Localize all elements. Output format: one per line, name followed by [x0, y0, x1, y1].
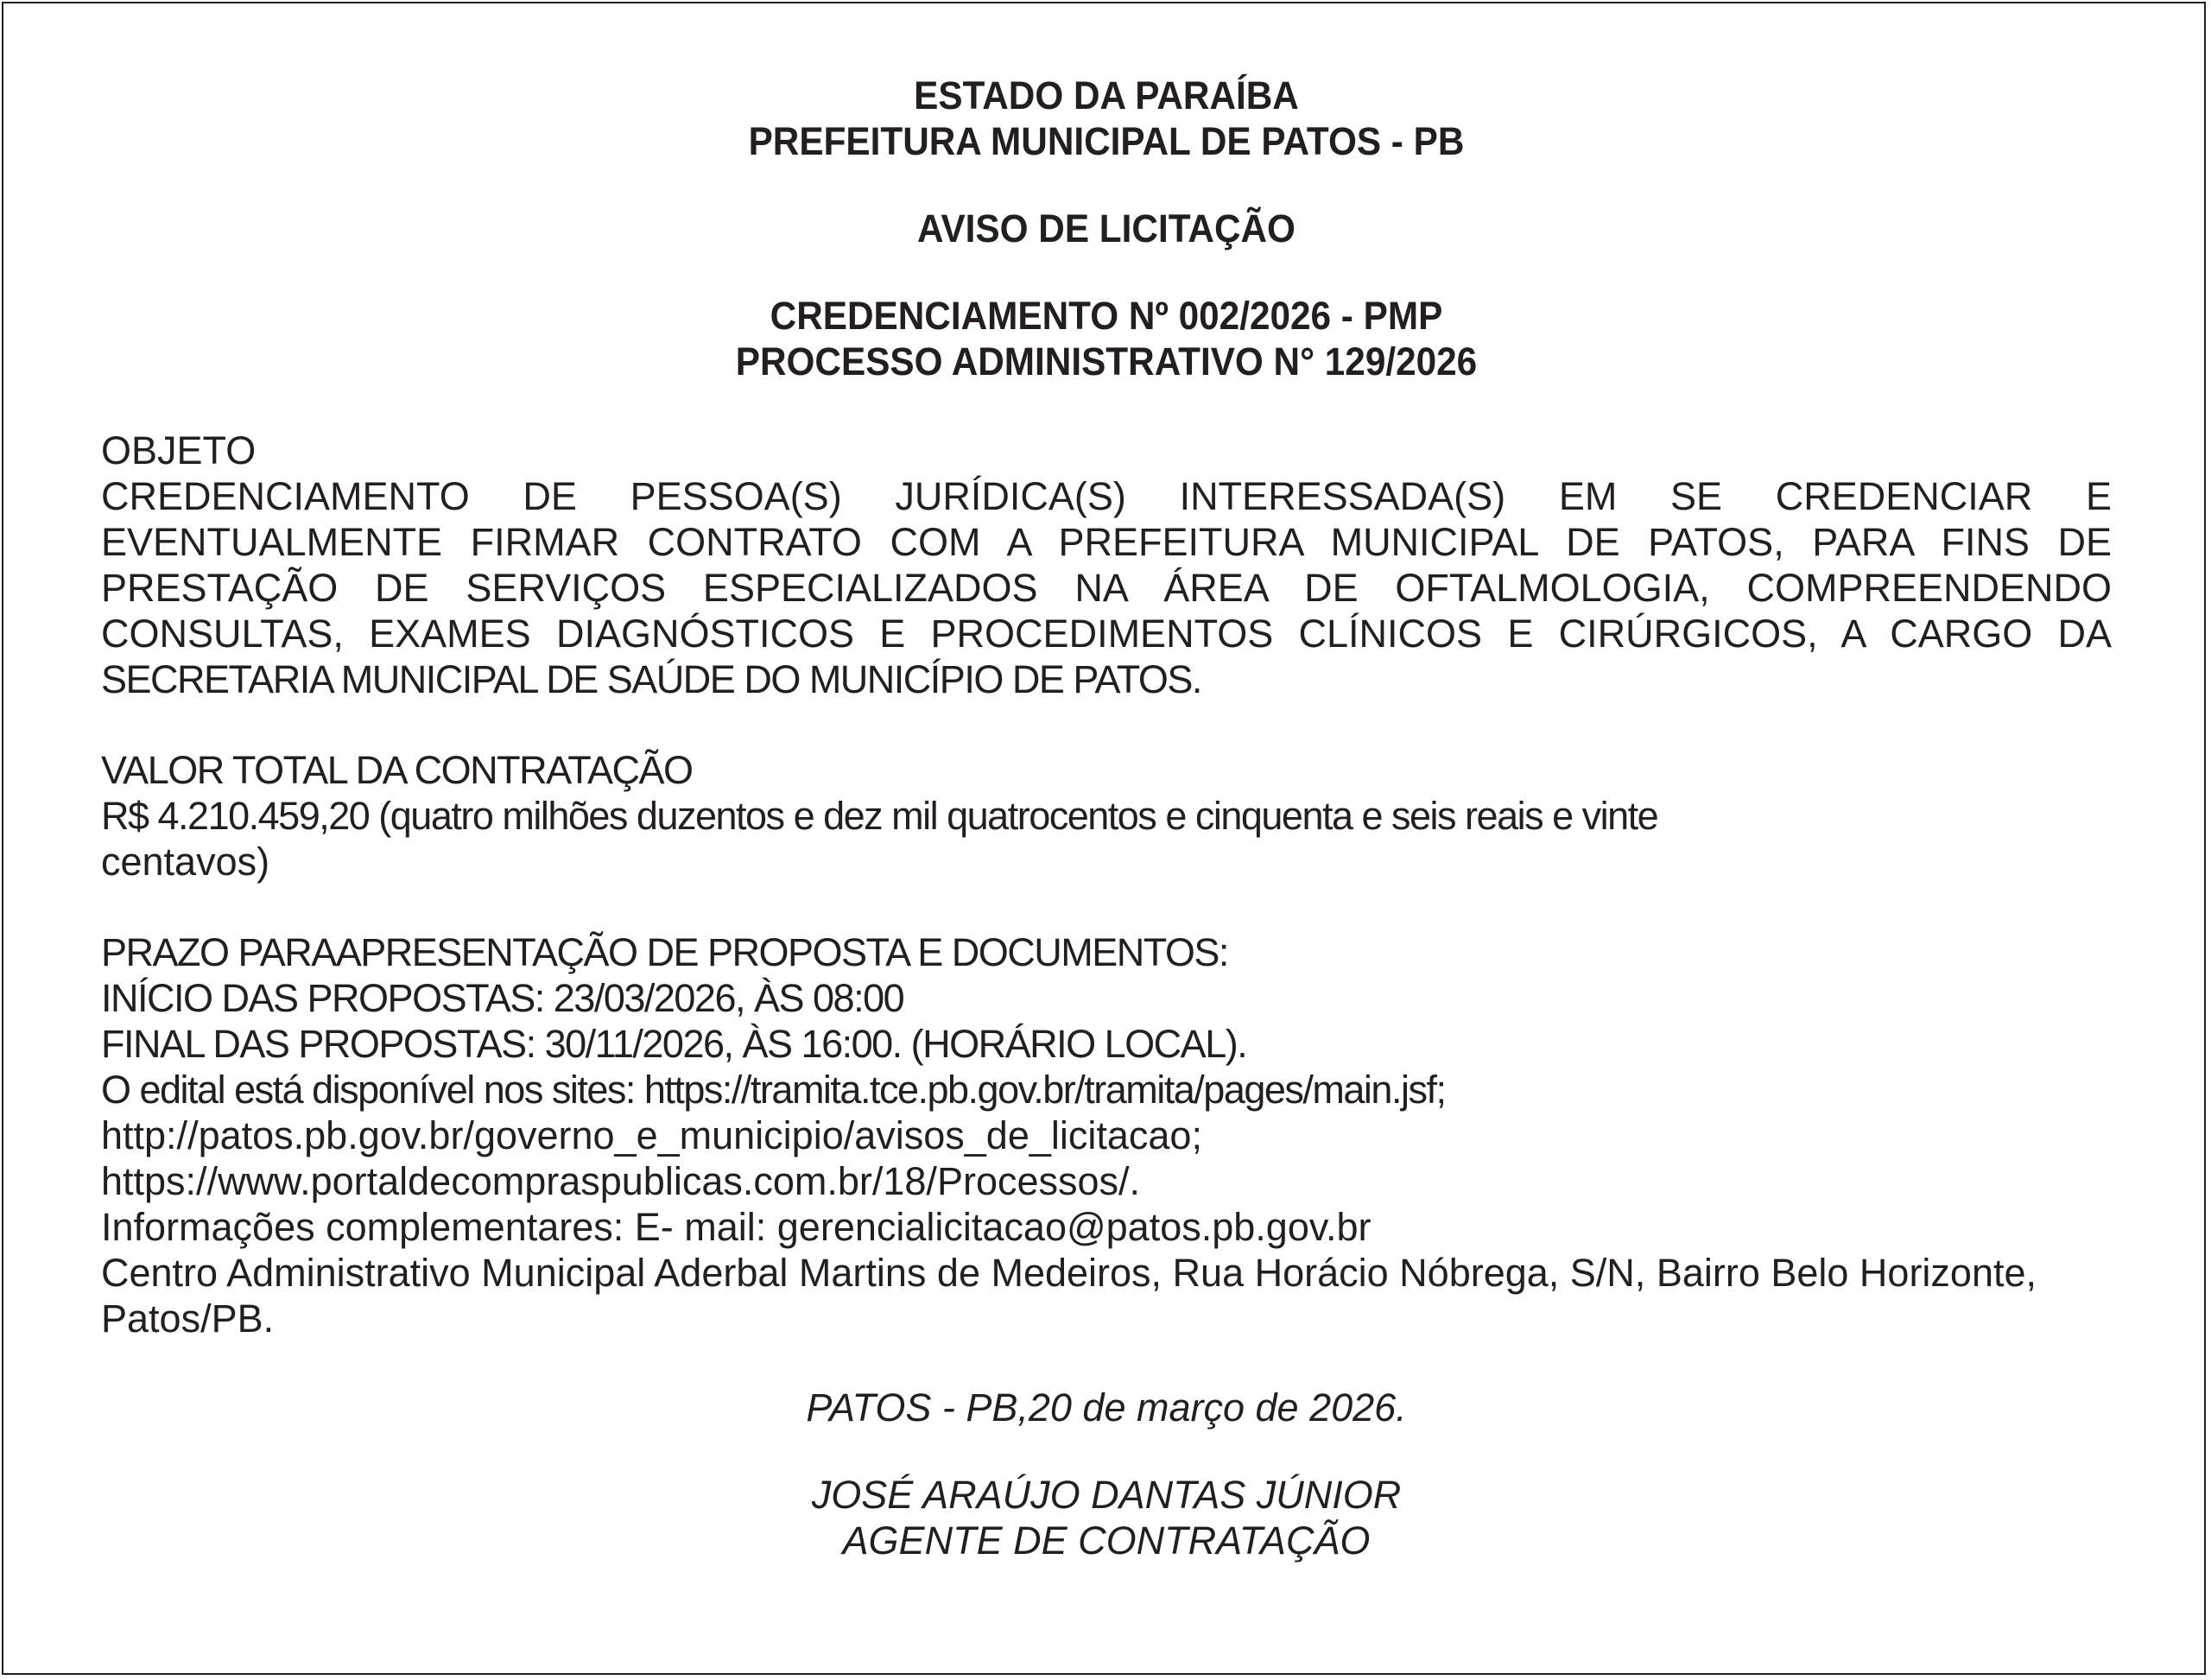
proposals-start: INÍCIO DAS PROPOSTAS: 23/03/2026, ÀS 08:00	[101, 976, 904, 1020]
city-hall-name: PREFEITURA MUNICIPAL DE PATOS - PB	[748, 119, 1465, 163]
notice-title: AVISO DE LICITAÇÃO	[917, 206, 1296, 250]
object-line: SECRETARIA MUNICIPAL DE SAÚDE DO MUNICÍPIO DE PATOS.	[101, 657, 1201, 701]
value-label: VALOR TOTAL DA CONTRATAÇÃO	[101, 748, 693, 792]
signer-name: JOSÉ ARAÚJO DANTAS JÚNIOR	[811, 1473, 1402, 1517]
signature-block	[101, 1385, 2112, 1563]
object-line: CREDENCIAMENTO DE PESSOA(S) JURÍDICA(S) INTERESSADA(S) EM SE CREDENCIAR E	[101, 474, 2112, 518]
object-line: CONSULTAS, EXAMES DIAGNÓSTICOS E PROCEDIMENTOS CLÍNICOS E CIRÚRGICOS, A CARGO DA	[101, 612, 2112, 656]
signer-role: AGENTE DE CONTRATAÇÃO	[842, 1518, 1371, 1563]
object-section	[101, 428, 2112, 702]
object-line: PRESTAÇÃO DE SERVIÇOS ESPECIALIZADOS NA ÁREA DE OFTALMOLOGIA, COMPREENDENDO	[101, 566, 2112, 610]
contact-info: Informações complementares: E- mail: gerencialicitacao@patos.pb.gov.br	[101, 1205, 1372, 1249]
document-header	[101, 73, 2112, 384]
notice-document	[101, 73, 2112, 1563]
deadline-label: PRAZO PARAAPRESENTAÇÃO DE PROPOSTA E DOCUMENTOS:	[101, 930, 1228, 974]
notice-site-link[interactable]: https://www.portaldecompraspublicas.com.br/18/Processos/.	[101, 1159, 1141, 1203]
deadline-section	[101, 929, 2112, 1341]
proposals-end: FINAL DAS PROPOSTAS: 30/11/2026, ÀS 16:00. (HORÁRIO LOCAL).	[101, 1022, 1247, 1066]
accreditation-number: CREDENCIAMENTO Nº 002/2026 - PMP	[770, 294, 1443, 338]
notice-sites: O edital está disponível nos sites: https://tramita.tce.pb.gov.br/tramita/pages/main.jsf;	[101, 1068, 1446, 1112]
address-line: Centro Administrativo Municipal Aderbal Martins de Medeiros, Rua Horácio Nóbrega, S/N, Bairro Belo Horizonte,	[101, 1251, 2037, 1295]
value-amount: R$ 4.210.459,20 (quatro milhões duzentos e dez mil quatrocentos e cinquenta e seis reais e vinte	[101, 794, 1658, 838]
state-name: ESTADO DA PARAÍBA	[914, 73, 1299, 117]
address-line: Patos/PB.	[101, 1296, 275, 1341]
place-date: PATOS - PB,20 de março de 2026.	[806, 1385, 1407, 1430]
value-amount-continued: centavos)	[101, 840, 270, 884]
value-section	[101, 747, 2112, 884]
process-number: PROCESSO ADMINISTRATIVO N° 129/2026	[735, 339, 1478, 384]
notice-site-link[interactable]: http://patos.pb.gov.br/governo_e_municipio/avisos_de_licitacao;	[101, 1113, 1202, 1157]
object-label: OBJETO	[101, 428, 257, 472]
object-line: EVENTUALMENTE FIRMAR CONTRATO COM A PREFEITURA MUNICIPAL DE PATOS, PARA FINS DE	[101, 520, 2112, 564]
